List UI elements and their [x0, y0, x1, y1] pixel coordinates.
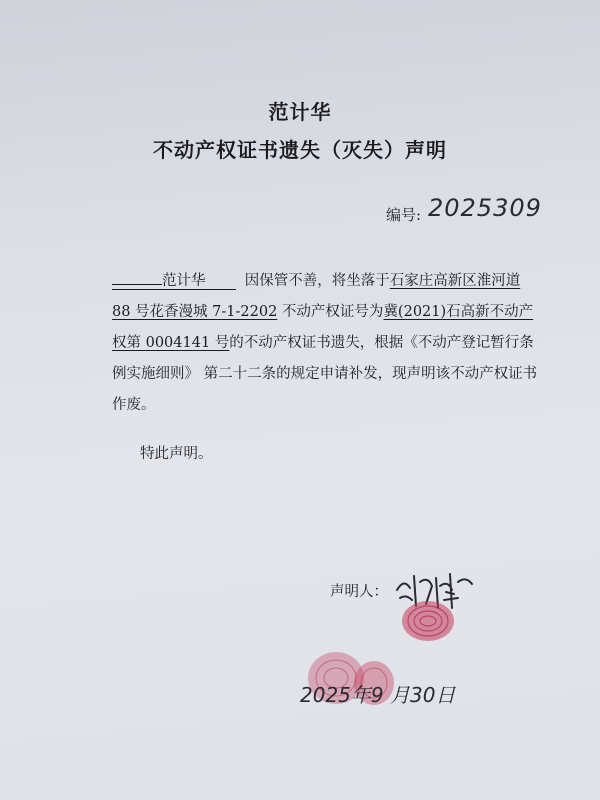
serial-label: 编号:: [386, 206, 422, 224]
name-blank: [112, 273, 236, 290]
body-name: 范计华: [162, 273, 206, 289]
fingerprint-declarant: [398, 596, 458, 650]
blank-line: [112, 270, 162, 285]
body-cert-no: 冀(2021)石高新不动产权第 0004141 号: [112, 304, 534, 351]
declarant-label: 声明人：: [330, 584, 388, 600]
title-name: 范计华: [268, 100, 332, 124]
handwritten-date: 2025年9 月30日: [300, 683, 456, 707]
special-statement: 特此声明。: [140, 446, 213, 462]
body-location2: 88 号花香漫城 7-1-2202: [112, 304, 278, 320]
serial-value-handwritten: 2025309: [428, 194, 542, 222]
body-part3: 的不动产权证书遗失，根据《不动产登记暂行条例实施细则》 第二十二条的规定申请补发，现声明该不动产权证书作废。: [112, 335, 538, 413]
page-title: 不动产权证书遗失（灭失）声明: [153, 138, 447, 162]
body-part1: 因保管不善，将坐落于: [244, 273, 390, 289]
body-part2: 不动产权证号为: [277, 304, 384, 320]
statement-body: [112, 266, 542, 421]
body-location: 石家庄高新区淮河道: [389, 273, 521, 289]
